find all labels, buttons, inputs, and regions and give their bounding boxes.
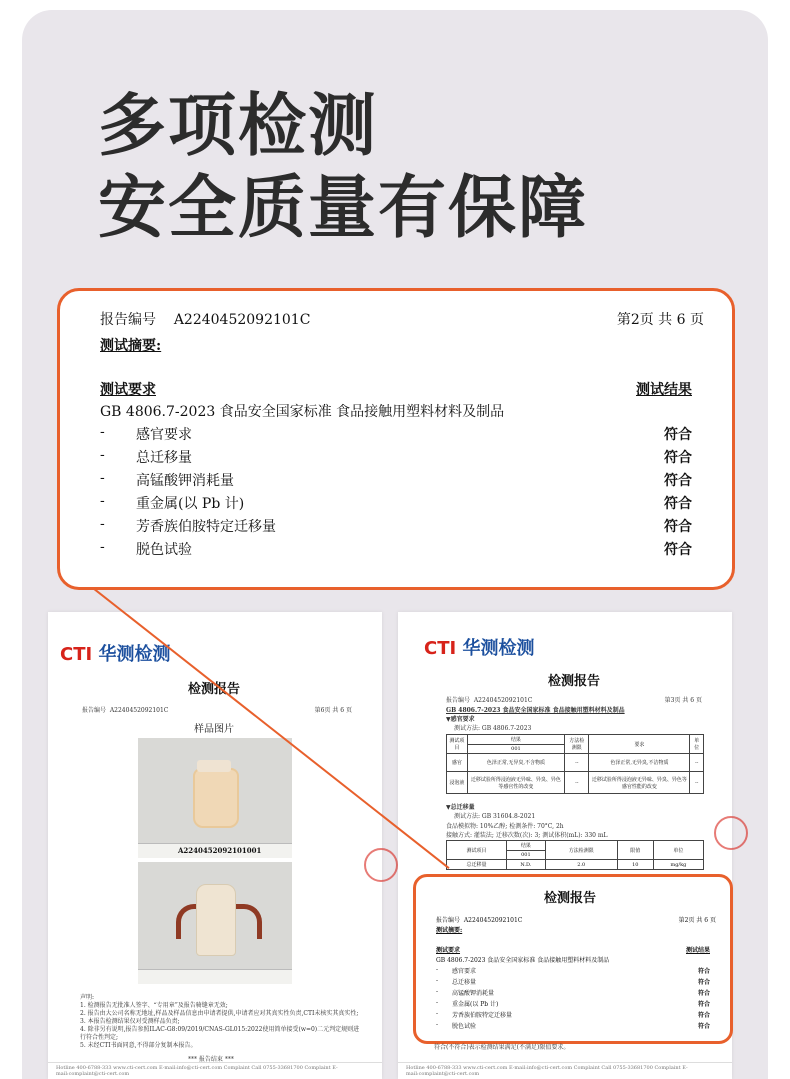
ruler bbox=[138, 969, 292, 984]
item-row: - 芳香族伯胺特定迁移量 符合 bbox=[436, 1010, 710, 1019]
summary-title: 测试摘要: bbox=[436, 927, 463, 934]
section-sensory: ▼感官要求 bbox=[446, 716, 475, 723]
page-indicator: 第3页 共 6 页 bbox=[664, 697, 702, 704]
photo-caption: A2240452092101001 bbox=[178, 846, 262, 855]
bottle-body bbox=[196, 884, 236, 956]
headline bbox=[98, 86, 588, 250]
item-row: - 重金属(以 Pb 计) 符合 bbox=[436, 999, 710, 1008]
report-number: 报告编号 A2240452092101C bbox=[100, 312, 311, 328]
sample-photo-1 bbox=[138, 738, 292, 858]
report-title: 检测报告 bbox=[188, 682, 241, 697]
section-migration-method: 测试方法: GB 31604.8-2021 bbox=[454, 813, 536, 820]
summary-title: 测试摘要: bbox=[100, 338, 162, 354]
page-footer: Hotline 400-6788-333 www.cti-cert.com E-mail:info@cti-cert.com Complaint Call 0755-33681700 Complaint E-mail:complaint@cti-cert.com bbox=[398, 1062, 732, 1079]
cti-logo: CTI 华测检测 bbox=[424, 638, 535, 659]
seal-stamp bbox=[714, 816, 748, 850]
bottle-cap bbox=[197, 760, 231, 772]
report-number: 报告编号 A2240452092101C bbox=[446, 697, 533, 704]
report-title: 检测报告 bbox=[544, 891, 597, 906]
requirement-header: 测试要求 bbox=[100, 382, 156, 398]
migration-table: 测试项目 结果 方法检测限 限值 单位 001 总迁移量 N.D. 2.0 10 mg/kg bbox=[446, 840, 704, 870]
migration-condition-1: 食品模拟物: 10%乙醇; 检测条件: 70°C, 2h bbox=[446, 823, 564, 830]
standard-line: GB 4806.7-2023 食品安全国家标准 食品接触用塑料材料及制品 bbox=[100, 404, 505, 420]
result-header: 测试结果 bbox=[685, 947, 710, 954]
sample-photo-2 bbox=[138, 862, 292, 984]
page-indicator: 第2页 共 6 页 bbox=[678, 917, 716, 924]
report-number: 报告编号 A2240452092101C bbox=[82, 707, 169, 714]
page-indicator: 第6页 共 6 页 bbox=[314, 707, 352, 714]
sensory-table: 测试项目 结果 方法检测限 要求 单位 001 感官 色泽正常,无异臭,不含物质 -- 色泽正常,无异臭,不洁物质 -- 浸泡液 迁移试验所得浸泡液无异味、异臭、异色等感官性的改变 -- 迁移试验所得浸泡液无异味、异臭、异色等感官性能的改变 -- bbox=[446, 734, 704, 794]
notes: 声明: 1. 检测报告无批准人签字、“专用章”及报告骑缝章无效; 2. 报告由大公司名称无地址,样品及样品信息由申请者提供,申请者应对其真实性负责,CTI未核实其真实性; 3. 本报告检测结果仅对受测样品负责; 4. 除非另有说明,报告参照ILAC-G8:09/2019/CNAS-GL015:2022使用简单接受(w=0)二元判定规则进行符合性判定; 5. 未经CTI书面同意,不得部分复制本报告。 bbox=[80, 994, 360, 1049]
compliance-note: 符合(不符合)表示检测结果满足(不满足)限值要求。 bbox=[434, 1044, 570, 1051]
section-migration: ▼总迁移量 bbox=[446, 804, 475, 811]
headline-line2: 安全质量有保障 bbox=[98, 169, 589, 248]
item-row: - 总迁移量 符合 bbox=[436, 977, 710, 986]
cti-logo: CTI 华测检测 bbox=[60, 644, 171, 665]
section-sensory-method: 测试方法: GB 4806.7-2023 bbox=[454, 725, 532, 732]
migration-condition-2: 接触方式: 灌装法; 迁移次数(次): 3; 测试体积(mL): 330 mL bbox=[446, 832, 608, 839]
report-title: 检测报告 bbox=[548, 674, 601, 689]
page-footer: Hotline 400-6788-333 www.cti-cert.com E-mail:info@cti-cert.com Complaint Call 0755-33681700 Complaint E-mail:complaint@cti-cert.com bbox=[48, 1062, 382, 1079]
requirement-header: 测试要求 bbox=[436, 947, 461, 954]
item-row: - 高锰酸钾消耗量 符合 bbox=[436, 988, 710, 997]
page-indicator: 第2页 共 6 页 bbox=[616, 312, 704, 328]
item-row: - 感官要求 符合 bbox=[436, 966, 710, 975]
item-row: - 脱色试验 符合 bbox=[436, 1021, 710, 1030]
result-header: 测试结果 bbox=[636, 382, 692, 398]
report-end: *** 报告结束 *** bbox=[188, 1056, 234, 1063]
bottle-image bbox=[193, 768, 239, 828]
report-summary-card-small bbox=[413, 874, 733, 1044]
standard-line: GB 4806.7-2023 食品安全国家标准 食品接触用塑料材料及制品 bbox=[436, 957, 610, 964]
seal-stamp bbox=[364, 848, 398, 882]
report-summary-card: 报告编号 A2240452092101C 第2页 共 6 页 测试摘要: 测试要求 测试结果 GB 4806.7-2023 食品安全国家标准 食品接触用塑料材料及制品 - 感官要求 符合 - 总迁移量 符合 - 高锰酸钾消耗量 符合 - 重金属(以 Pb 计) 符合 - 芳香族伯胺特定迁移量 符合 - 脱色试验 符合 bbox=[57, 288, 735, 590]
standard-line: GB 4806.7-2023 食品安全国家标准 食品接触用塑料材料及制品 bbox=[446, 707, 625, 714]
headline-line1: 多项检测 bbox=[98, 87, 379, 166]
report-number: 报告编号 A2240452092101C bbox=[436, 917, 523, 924]
photo-title: 样品图片 bbox=[194, 724, 234, 735]
